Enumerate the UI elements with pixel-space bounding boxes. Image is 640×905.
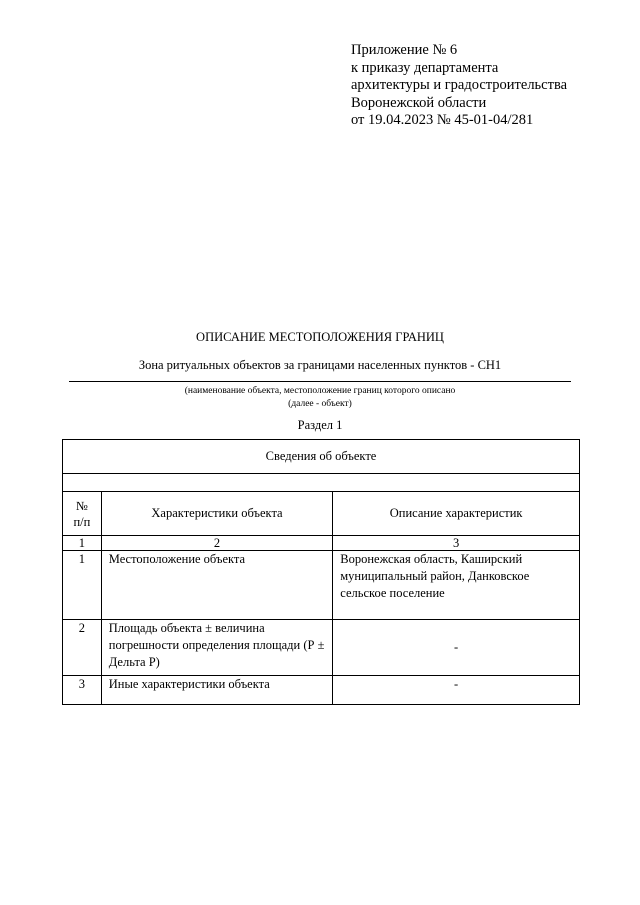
approval-line: архитектуры и градостроительства [351, 77, 568, 93]
caption-line: (наименование объекта, местоположение границ которого описано [184, 386, 456, 396]
column-number: 2 [101, 536, 333, 551]
object-info-table [62, 439, 580, 705]
table-caption: Сведения об объекте [63, 440, 580, 474]
approval-line: от 19.04.2023 № 45-01-04/281 [351, 112, 534, 128]
underline-rule [69, 381, 571, 382]
column-number: 3 [333, 536, 580, 551]
table-row [63, 676, 580, 705]
approval-block [351, 42, 567, 130]
approval-line: к приказу департамента [351, 59, 499, 76]
row-num: 3 [63, 676, 102, 705]
caption-line: (далее - объект) [288, 399, 352, 409]
header-num-label: № п/п [73, 498, 91, 529]
approval-line: Приложение № 6 [351, 42, 458, 58]
row-characteristic: Площадь объекта ± величина погрешности определения площади (Р ± Дельта Р) [101, 620, 333, 676]
row-description: - [333, 620, 580, 676]
document-title: ОПИСАНИЕ МЕСТОПОЛОЖЕНИЯ ГРАНИЦ [196, 330, 444, 344]
approval-line: Воронежской области [351, 94, 487, 111]
row-num: 2 [63, 620, 102, 676]
object-name: Зона ритуальных объектов за границами населенных пунктов - СН1 [138, 358, 502, 372]
row-description: Воронежская область, Каширский муниципальный район, Данковское сельское поселение [333, 551, 580, 620]
row-characteristic: Иные характеристики объекта [101, 676, 333, 705]
header-num [63, 492, 102, 536]
row-characteristic: Местоположение объекта [101, 551, 333, 620]
table-row [63, 620, 580, 676]
header-description: Описание характеристик [333, 492, 580, 536]
header-characteristic: Характеристики объекта [101, 492, 333, 536]
column-number: 1 [63, 536, 102, 551]
object-name-caption [0, 385, 640, 411]
row-num: 1 [63, 551, 102, 620]
section-title: Раздел 1 [297, 418, 343, 432]
table-blank-row [63, 474, 580, 492]
row-description: - [333, 676, 580, 705]
table-row [63, 551, 580, 620]
